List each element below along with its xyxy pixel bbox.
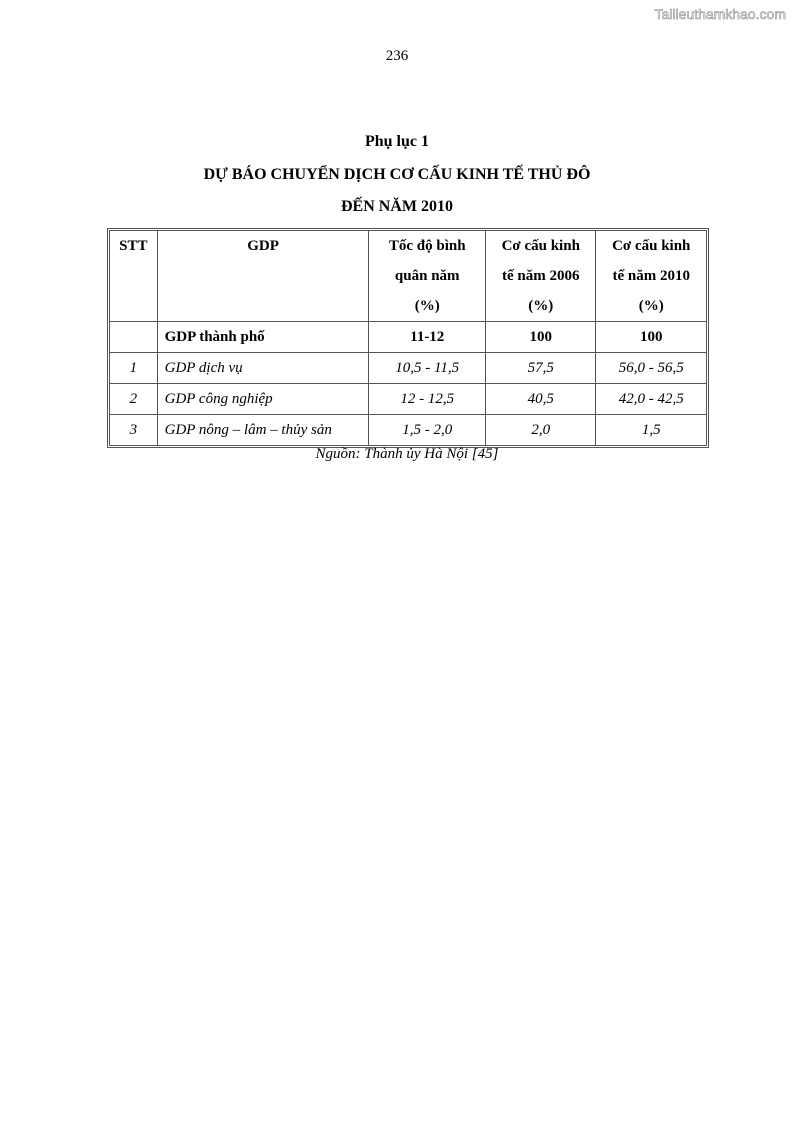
cell-growth-rate: 1,5 - 2,0 <box>369 415 486 445</box>
table-row <box>110 353 706 384</box>
header-line: Cơ cấu kinh <box>501 238 580 254</box>
cell-share-2010: 100 <box>596 322 706 353</box>
cell-name: GDP thành phố <box>158 322 370 353</box>
header-structure-2006 <box>486 231 596 322</box>
header-line: GDP <box>247 238 279 254</box>
cell-stt <box>110 322 158 353</box>
header-gdp <box>158 231 370 322</box>
header-line: (%) <box>638 298 664 314</box>
header-line: quân năm <box>394 268 460 284</box>
cell-share-2010: 56,0 - 56,5 <box>596 353 706 384</box>
header-line: tế năm 2010 <box>612 268 690 284</box>
cell-stt: 3 <box>110 415 158 445</box>
cell-name: GDP dịch vụ <box>158 353 370 384</box>
forecast-table <box>107 228 709 448</box>
header-line: STT <box>119 238 148 254</box>
cell-share-2006: 100 <box>486 322 596 353</box>
header-line: Cơ cấu kinh <box>612 238 691 254</box>
appendix-label: Phụ lục 1 <box>364 133 429 150</box>
table-row-total <box>110 322 706 353</box>
header-stt <box>110 231 158 322</box>
cell-name: GDP nông – lâm – thủy sản <box>158 415 370 445</box>
header-line: tế năm 2006 <box>502 268 580 284</box>
cell-share-2010: 42,0 - 42,5 <box>596 384 706 415</box>
cell-name: GDP công nghiệp <box>158 384 370 415</box>
table-row <box>110 415 706 445</box>
table-header-row <box>110 231 706 322</box>
cell-stt: 1 <box>110 353 158 384</box>
header-structure-2010 <box>596 231 706 322</box>
cell-share-2010: 1,5 <box>641 422 661 438</box>
cell-stt: 2 <box>110 384 158 415</box>
header-growth-rate <box>369 231 486 322</box>
cell-growth-rate: 10,5 - 11,5 <box>369 353 486 384</box>
source-note: Nguồn: Thành ủy Hà Nội [45] <box>315 446 499 462</box>
page-number: 236 <box>385 48 409 64</box>
watermark: Tailieuthamkhao.com <box>654 6 786 22</box>
cell-growth-rate: 11-12 <box>369 322 486 353</box>
document-title-line-2: ĐẾN NĂM 2010 <box>341 198 453 215</box>
document-title-line-1: DỰ BÁO CHUYỂN DỊCH CƠ CẤU KINH TẾ THỦ ĐÔ <box>203 166 591 183</box>
cell-share-2006: 40,5 <box>486 384 596 415</box>
cell-growth-rate: 12 - 12,5 <box>369 384 486 415</box>
table-row <box>110 384 706 415</box>
header-line: Tốc độ bình <box>388 238 466 254</box>
cell-share-2006: 57,5 <box>486 353 596 384</box>
header-line: (%) <box>528 298 554 314</box>
cell-share-2006: 2,0 <box>486 415 596 445</box>
header-line: (%) <box>414 298 440 314</box>
